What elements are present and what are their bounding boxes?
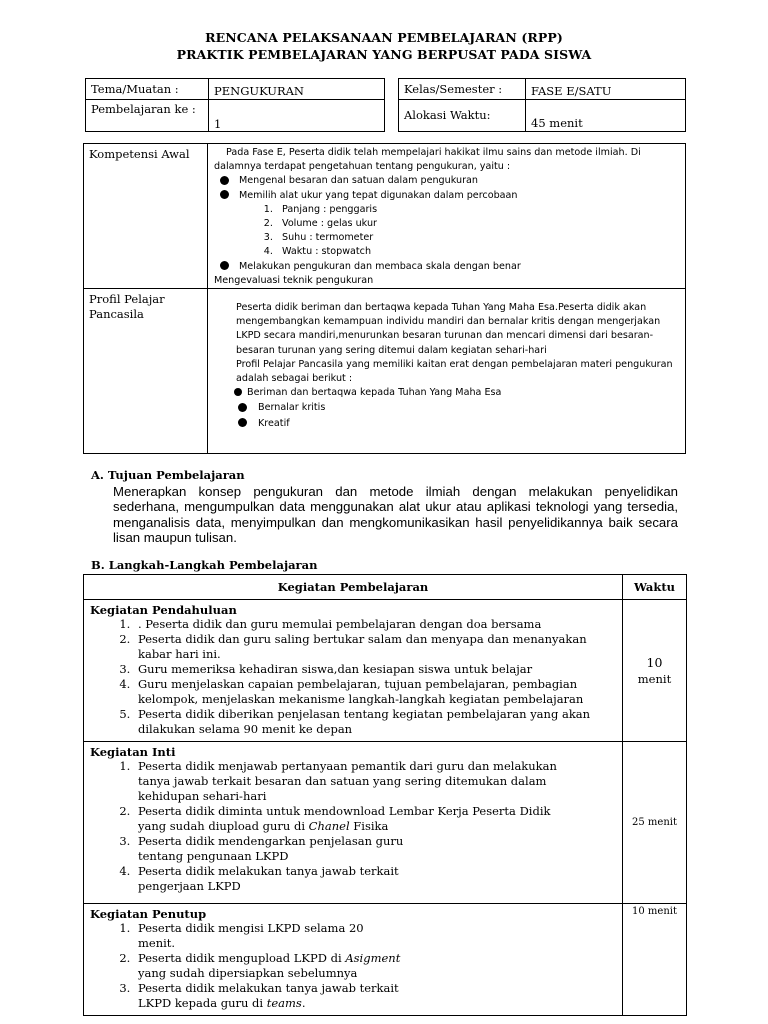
list-item: 4. Peserta didik melakukan tanya jawab terkait pengerjaan LKPD <box>134 864 581 894</box>
tool-item: 3. Suhu : termometer <box>276 231 679 245</box>
profil-para-3: adalah sebagai berikut : <box>236 373 353 385</box>
inti-cell <box>84 742 623 904</box>
list-item: 3. Peserta didik mendengarkan penjelasan guru tentang pengunaan LKPD <box>134 834 581 864</box>
pendahuluan-title: Kegiatan Pendahuluan <box>90 603 237 617</box>
tema-label: Tema/Muatan : <box>86 79 209 100</box>
list-item: 5. Peserta didik diberikan penjelasan tentang kegiatan pembelajaran yang akan dilakukan selama 90 menit ke depan <box>134 707 616 737</box>
profil-para-1: Peserta didik beriman dan bertaqwa kepada Tuhan Yang Maha Esa.Peserta didik akan mengembangkan kemampuan individu mandiri dan bernalar kritis dengan mengerjakan LKPD secara mandiri,menurunkan besaran turunan dan mencari dimensi dari besaran-besaran turunan yang sering ditemui dalam kegiatan sehari-hari <box>236 302 661 356</box>
alokasi-value: 45 menit <box>526 100 686 132</box>
tujuan-text: Menerapkan konsep pengukuran dan metode ilmiah dengan melakukan penyelidikan sederhana, mengumpulkan data menggunakan alat ukur atau aplikasi teknologi yang tersedia, menganalisis data, menyimpulkan dan mengkomunikasikan hasil penyelidikannya baik secara lisan maupun tulisan. <box>113 484 678 545</box>
tujuan-heading: A. Tujuan Pembelajaran <box>91 468 245 482</box>
col-waktu-header: Waktu <box>623 575 687 600</box>
pembelajaran-label: Pembelajaran ke : <box>86 100 209 132</box>
list-item: 3. Guru memeriksa kehadiran siswa,dan kesiapan siswa untuk belajar <box>134 662 616 677</box>
inti-list <box>85 759 621 897</box>
inti-waktu: 25 menit <box>623 742 687 904</box>
alokasi-label: Alokasi Waktu: <box>399 100 526 132</box>
langkah-table <box>83 574 687 1016</box>
list-item: 2. Peserta didik dan guru saling bertukar salam dan menyapa dan menanyakan kabar hari ini. <box>134 632 616 662</box>
col-kegiatan-header: Kegiatan Pembelajaran <box>84 575 623 600</box>
pendahuluan-cell <box>84 600 623 742</box>
profil-para-2: Profil Pelajar Pancasila yang memiliki kaitan erat dengan pembelajaran materi pengukuran <box>236 358 673 370</box>
profil-item-2: Bernalar kritis <box>236 401 677 415</box>
kompetensi-bullet-2: Memilih alat ukur yang tepat digunakan dalam percobaan <box>214 189 679 203</box>
pendahuluan-waktu: 10 menit <box>623 600 687 742</box>
bullet-icon <box>220 176 229 185</box>
tema-value: PENGUKURAN <box>209 79 385 100</box>
kelas-value: FASE E/SATU <box>526 79 686 100</box>
info-table-right <box>398 78 686 132</box>
kompetensi-content <box>208 144 686 289</box>
inti-title: Kegiatan Inti <box>90 745 176 759</box>
profil-item-1: Beriman dan bertaqwa kepada Tuhan Yang Maha Esa <box>234 386 677 400</box>
pendahuluan-list <box>85 617 621 740</box>
tool-item: 2. Volume : gelas ukur <box>276 217 679 231</box>
bullet-icon <box>238 403 247 412</box>
langkah-heading: B. Langkah-Langkah Pembelajaran <box>91 558 318 572</box>
list-item: 1. . Peserta didik dan guru memulai pembelajaran dengan doa bersama <box>134 617 616 632</box>
list-item: 2. Peserta didik diminta untuk mendownload Lembar Kerja Peserta Didik yang sudah diupload guru di Chanel Fisika <box>134 804 581 834</box>
doc-title-line1: RENCANA PELAKSANAAN PEMBELAJARAN (RPP) <box>205 30 563 45</box>
list-item: 4. Guru menjelaskan capaian pembelajaran, tujuan pembelajaran, pembagian kelompok, menjelaskan mekanisme langkah-langkah kegiatan pembelajaran <box>134 677 616 707</box>
tools-list <box>214 203 679 260</box>
kompetensi-profil-table <box>83 143 686 454</box>
penutup-waktu: 10 menit <box>623 904 687 1016</box>
kompetensi-label: Kompetensi Awal <box>84 144 208 289</box>
profil-item-3: Kreatif <box>236 417 677 431</box>
doc-title-line2: PRAKTIK PEMBELAJARAN YANG BERPUSAT PADA SISWA <box>176 47 592 62</box>
kompetensi-bullet-3: Melakukan pengukuran dan membaca skala dengan benar <box>214 260 679 274</box>
penutup-cell <box>84 904 623 1016</box>
list-item: 1. Peserta didik mengisi LKPD selama 20 menit. <box>134 921 401 951</box>
kompetensi-bullet-1: Mengenal besaran dan satuan dalam pengukuran <box>214 174 679 188</box>
bullet-icon <box>234 388 242 396</box>
tool-item: 4. Waktu : stopwatch <box>276 245 679 259</box>
pembelajaran-value: 1 <box>209 100 385 132</box>
kelas-label: Kelas/Semester : <box>399 79 526 100</box>
list-item: 2. Peserta didik mengupload LKPD di Asigment yang sudah dipersiapkan sebelumnya <box>134 951 401 981</box>
profil-content <box>208 289 686 454</box>
kompetensi-intro: Pada Fase E, Peserta didik telah mempelajari hakikat ilmu sains dan metode ilmiah. Di dalamnya terdapat pengetahuan tentang pengukuran, yaitu : <box>214 147 641 173</box>
penutup-title: Kegiatan Penutup <box>90 907 207 921</box>
kompetensi-last: Mengevaluasi teknik pengukuran <box>214 274 374 286</box>
profil-label: Profil Pelajar Pancasila <box>84 289 208 454</box>
tool-item: 1. Panjang : penggaris <box>276 203 679 217</box>
penutup-list <box>85 921 621 1014</box>
list-item: 1. Peserta didik menjawab pertanyaan pemantik dari guru dan melakukan tanya jawab terkait besaran dan satuan yang sering ditemukan dalam kehidupan sehari-hari <box>134 759 581 804</box>
bullet-icon <box>238 418 247 427</box>
list-item: 3. Peserta didik melakukan tanya jawab terkait LKPD kepada guru di teams. <box>134 981 401 1011</box>
info-table-left <box>85 78 385 132</box>
bullet-icon <box>220 190 229 199</box>
bullet-icon <box>220 261 229 270</box>
